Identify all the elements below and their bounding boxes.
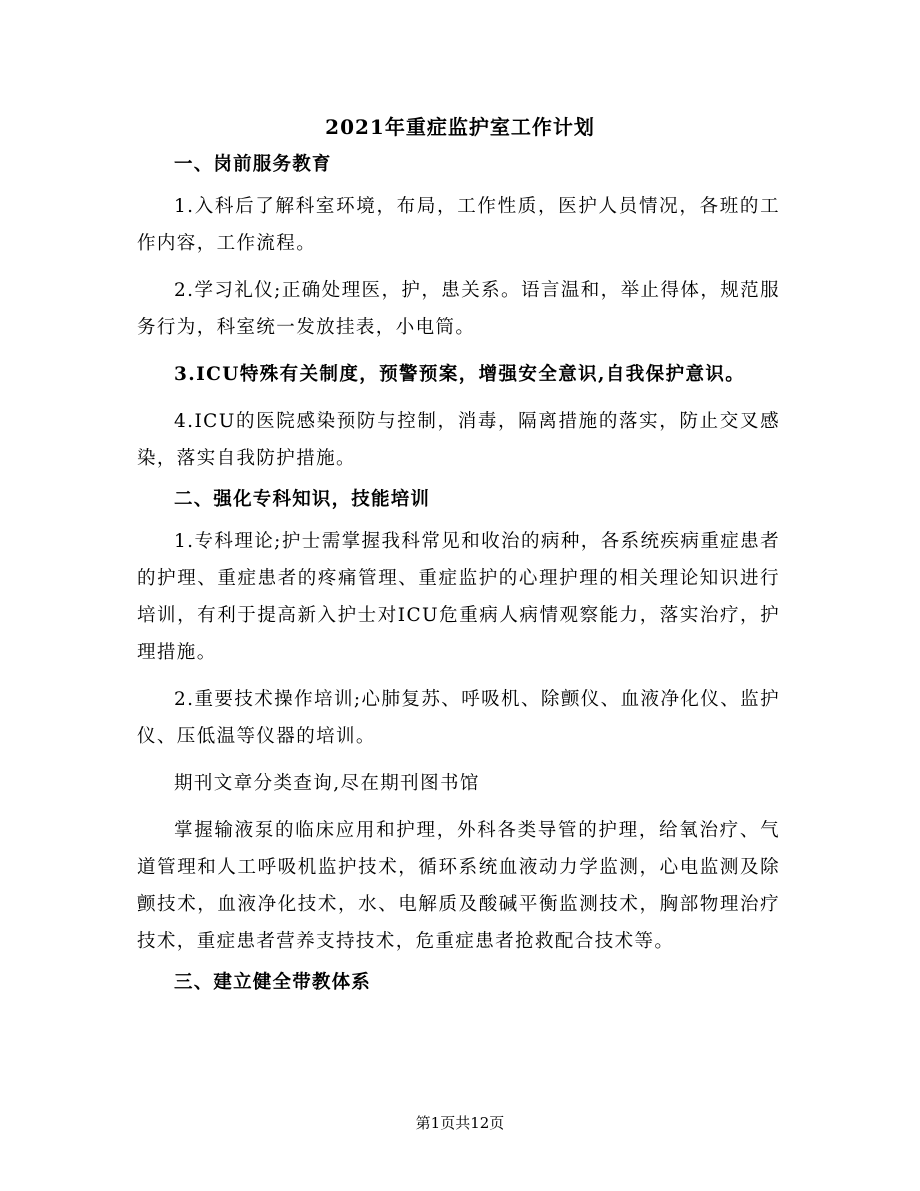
- paragraph: 2.重要技术操作培训;心肺复苏、呼吸机、除颤仪、血液净化仪、监护仪、压低温等仪器的培训。: [137, 689, 780, 747]
- paragraph: 期刊文章分类查询,尽在期刊图书馆: [174, 773, 480, 794]
- document-title: 2021年重症监护室工作计划: [325, 115, 595, 139]
- page-footer: 第1页共12页: [415, 1114, 505, 1132]
- paragraph: 2.学习礼仪;正确处理医，护，患关系。语言温和，举止得体，规范服务行为，科室统一发放挂表，小电筒。: [137, 280, 780, 338]
- bold-paragraph: 3.ICU特殊有关制度，预警预案，增强安全意识,自我保护意识。: [174, 364, 746, 385]
- paragraph: 1.入科后了解科室环境，布局，工作性质，医护人员情况，各班的工作内容，工作流程。: [137, 196, 780, 254]
- paragraph: 1.专科理论;护士需掌握我科常见和收治的病种，各系统疾病重症患者的护理、重症患者的疼痛管理、重症监护的心理护理的相关理论知识进行培训，有利于提高新入护士对ICU危重病人病情观察能力，落实治疗，护理措施。: [137, 531, 780, 663]
- section-heading: 三、建立健全带教体系: [174, 972, 372, 993]
- paragraph: 4.ICU的医院感染预防与控制，消毒，隔离措施的落实，防止交叉感染，落实自我防护措施。: [137, 411, 780, 469]
- document-body: [137, 152, 780, 1006]
- section-heading: 一、岗前服务教育: [174, 154, 332, 175]
- paragraph: 掌握输液泵的临床应用和护理，外科各类导管的护理，给氧治疗、气道管理和人工呼吸机监护技术，循环系统血液动力学监测，心电监测及除颤技术，血液净化技术，水、电解质及酸碱平衡监测技术，胸部物理治疗技术，重症患者营养支持技术，危重症患者抢救配合技术等。: [137, 820, 780, 952]
- section-heading: 二、强化专科知识，技能培训: [174, 489, 431, 510]
